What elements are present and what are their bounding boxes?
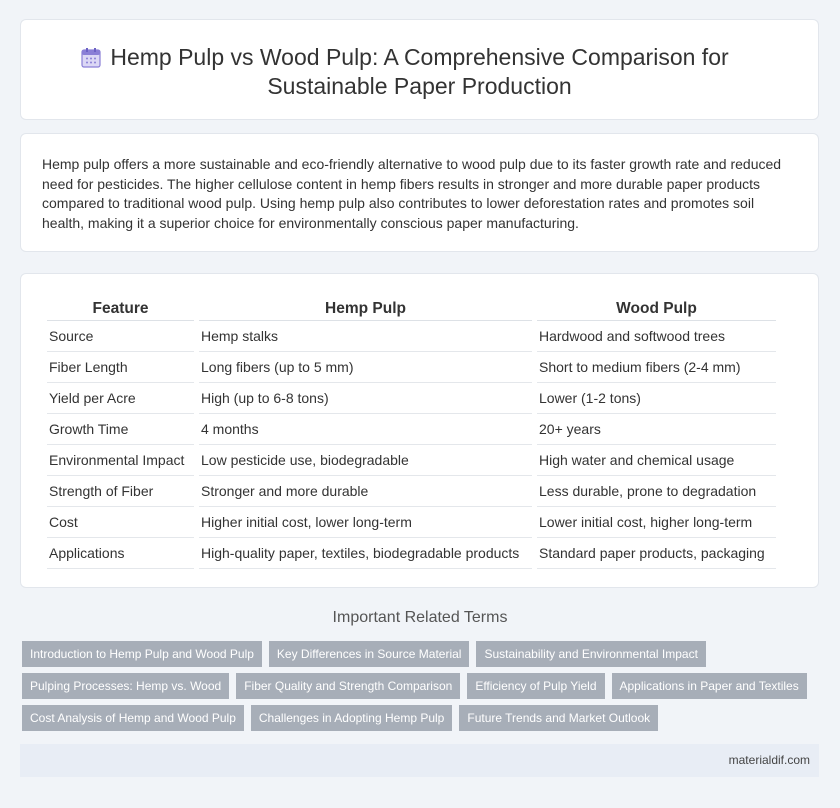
hemp-cell: Long fibers (up to 5 mm) [199,352,532,383]
wood-cell: Short to medium fibers (2-4 mm) [537,352,776,383]
footer-site-link[interactable]: materialdif.com [728,753,810,767]
hemp-cell: Low pesticide use, biodegradable [199,445,532,476]
feature-cell: Fiber Length [47,352,194,383]
feature-cell: Strength of Fiber [47,476,194,507]
wood-cell: Standard paper products, packaging [537,538,776,569]
related-term-tag[interactable]: Sustainability and Environmental Impact [476,641,705,667]
footer [20,744,819,777]
related-term-tag[interactable]: Future Trends and Market Outlook [459,705,658,731]
header-hemp-pulp: Hemp Pulp [199,294,532,321]
feature-cell: Source [47,321,194,352]
title-card [20,19,819,120]
hemp-cell: Higher initial cost, lower long-term [199,507,532,538]
related-term-tag[interactable]: Key Differences in Source Material [269,641,470,667]
feature-cell: Growth Time [47,414,194,445]
header-feature: Feature [47,294,194,321]
page-title: Hemp Pulp vs Wood Pulp: A Comprehensive Comparison for Sustainable Paper Production [110,44,729,99]
hemp-cell: High-quality paper, textiles, biodegradable products [199,538,532,569]
wood-cell: Less durable, prone to degradation [537,476,776,507]
wood-cell: Hardwood and softwood trees [537,321,776,352]
related-terms-heading: Important Related Terms [332,609,508,626]
feature-cell: Cost [47,507,194,538]
header-wood-pulp: Wood Pulp [537,294,776,321]
related-term-tag[interactable]: Introduction to Hemp Pulp and Wood Pulp [22,641,262,667]
table-header-row [47,294,776,321]
table-row [47,476,776,507]
hemp-cell: Hemp stalks [199,321,532,352]
wood-cell: Lower initial cost, higher long-term [537,507,776,538]
related-term-tag[interactable]: Cost Analysis of Hemp and Wood Pulp [22,705,244,731]
related-term-tag[interactable]: Applications in Paper and Textiles [612,673,807,699]
table-row [47,321,776,352]
feature-cell: Applications [47,538,194,569]
intro-card [20,133,819,252]
related-term-tag[interactable]: Fiber Quality and Strength Comparison [236,673,460,699]
related-term-tag[interactable]: Pulping Processes: Hemp vs. Wood [22,673,229,699]
related-term-tag[interactable]: Efficiency of Pulp Yield [467,673,604,699]
table-row [47,352,776,383]
table-row [47,383,776,414]
feature-cell: Environmental Impact [47,445,194,476]
table-row [47,507,776,538]
table-row [47,538,776,569]
intro-paragraph: Hemp pulp offers a more sustainable and eco-friendly alternative to wood pulp due to its faster growth rate and reduced need for pesticides. The higher cellulose content in hemp fibers results in stronger and more durable paper products compared to traditional wood pulp. Using hemp pulp also contributes to lower deforestation rates and promotes soil health, making it a superior choice for environmentally conscious paper manufacturing. [42,156,782,231]
wood-cell: 20+ years [537,414,776,445]
feature-cell: Yield per Acre [47,383,194,414]
comparison-table [42,294,781,569]
table-row [47,445,776,476]
table-row [47,414,776,445]
related-terms-list [22,641,822,737]
hemp-cell: 4 months [199,414,532,445]
related-term-tag[interactable]: Challenges in Adopting Hemp Pulp [251,705,452,731]
wood-cell: Lower (1-2 tons) [537,383,776,414]
hemp-cell: High (up to 6-8 tons) [199,383,532,414]
comparison-card [20,273,819,588]
wood-cell: High water and chemical usage [537,445,776,476]
hemp-cell: Stronger and more durable [199,476,532,507]
